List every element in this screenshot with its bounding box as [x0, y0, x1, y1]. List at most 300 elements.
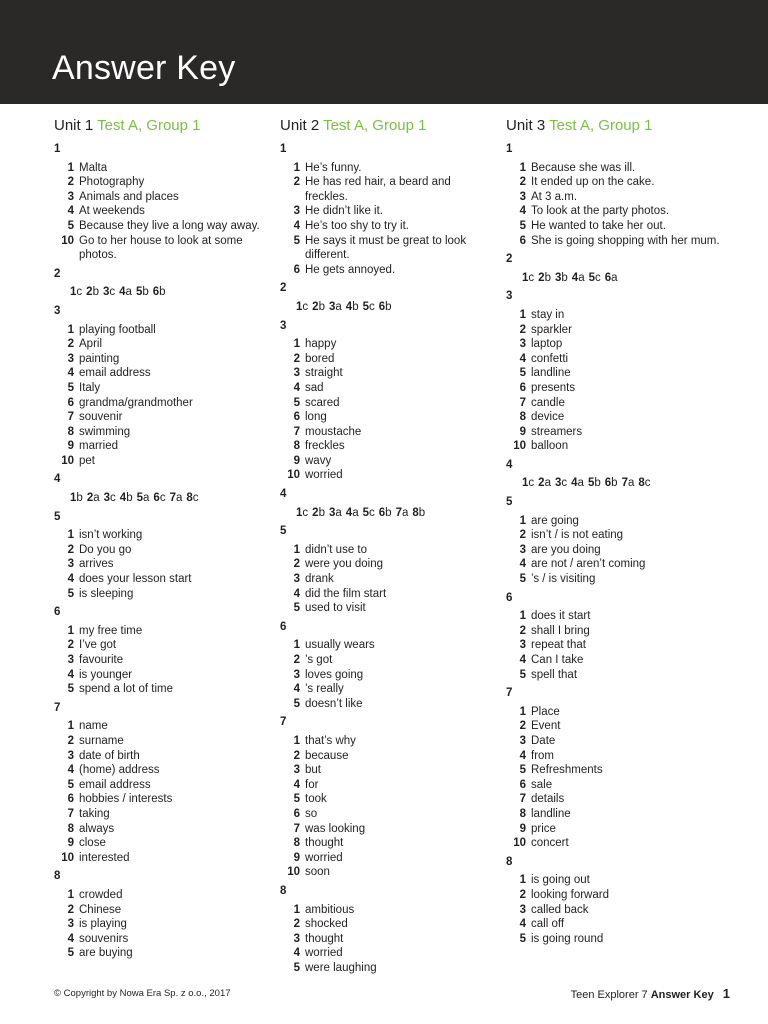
answer-item — [506, 175, 726, 190]
match-number: 2 — [538, 271, 545, 284]
answer-item — [54, 337, 274, 352]
item-answer: name — [79, 720, 108, 733]
item-answer: did the film start — [305, 587, 387, 600]
item-number: 3 — [293, 205, 300, 218]
item-number: 5 — [519, 367, 526, 380]
item-number: 5 — [293, 602, 300, 615]
item-number: 2 — [519, 176, 526, 189]
item-answer: He didn’t like it. — [305, 205, 383, 218]
answer-item — [54, 219, 274, 234]
item-number: 5 — [293, 396, 300, 409]
answer-item — [54, 381, 274, 396]
answer-item — [280, 410, 500, 425]
answer-item — [54, 557, 274, 572]
match-letter: c — [110, 492, 116, 505]
answer-item — [280, 697, 500, 712]
item-answer: landline — [531, 367, 571, 380]
answer-item — [280, 263, 500, 278]
item-number: 2 — [67, 639, 74, 652]
item-number: 3 — [67, 749, 74, 762]
answer-item — [54, 734, 274, 749]
match-letter: b — [352, 300, 359, 313]
answer-item — [506, 653, 726, 668]
answer-item — [54, 175, 274, 190]
item-answer: email address — [79, 778, 151, 791]
item-number: 1 — [519, 874, 526, 887]
answer-item — [506, 705, 726, 720]
item-number: 4 — [519, 558, 526, 571]
item-answer: worried — [305, 469, 343, 482]
item-answer: Do you go — [79, 543, 132, 556]
answer-section — [280, 884, 500, 976]
item-answer: date of birth — [79, 749, 140, 762]
unit-label: Unit 1 — [54, 117, 94, 134]
item-number: 2 — [293, 749, 300, 762]
matching-answers — [54, 285, 274, 300]
item-number: 6 — [67, 793, 74, 806]
item-number: 1 — [519, 705, 526, 718]
item-number: 5 — [293, 961, 300, 974]
section-number: 5 — [506, 496, 513, 509]
match-letter: a — [143, 492, 150, 505]
match-letter: c — [109, 286, 116, 299]
answer-item — [280, 543, 500, 558]
item-answer: (home) address — [79, 764, 160, 777]
item-answer: playing football — [79, 323, 156, 336]
answer-item — [280, 439, 500, 454]
answer-item — [280, 961, 500, 976]
item-number: 2 — [293, 654, 300, 666]
answer-item — [280, 807, 500, 822]
item-number: 2 — [293, 918, 300, 931]
item-number: 5 — [519, 764, 526, 777]
item-number: 2 — [519, 529, 526, 542]
match-number: 2 — [312, 506, 319, 519]
item-number: 6 — [67, 396, 74, 409]
item-answer: Go to her house to look at some photos. — [79, 234, 243, 262]
item-number: 4 — [293, 778, 300, 791]
item-number: 5 — [519, 219, 526, 232]
match-number: 1 — [296, 506, 303, 519]
answer-item — [54, 204, 274, 219]
match-number: 2 — [312, 300, 319, 313]
match-letter: c — [192, 492, 199, 505]
section-number: 4 — [506, 458, 513, 471]
item-answer: Chinese — [79, 903, 122, 916]
item-number: 2 — [67, 543, 74, 556]
item-answer: is playing — [79, 918, 127, 931]
answer-item — [54, 763, 274, 778]
item-number: 10 — [61, 234, 74, 247]
item-answer: Animals and places — [79, 190, 179, 203]
answer-item — [54, 366, 274, 381]
item-answer: concert — [531, 837, 569, 850]
answer-item — [506, 873, 726, 888]
item-answer: does it start — [531, 610, 591, 623]
item-answer: I’ve got — [79, 639, 117, 652]
item-number: 1 — [67, 161, 74, 174]
item-number: 7 — [67, 807, 74, 820]
answer-item — [506, 161, 726, 176]
match-number: 1 — [70, 286, 77, 299]
item-number: 4 — [519, 918, 526, 931]
answer-item — [280, 668, 500, 683]
answer-item — [506, 719, 726, 734]
answer-item — [506, 734, 726, 749]
item-number: 1 — [293, 903, 300, 916]
item-number: 3 — [293, 764, 300, 777]
item-number: 1 — [293, 338, 300, 351]
answer-item — [280, 204, 500, 219]
match-number: 8 — [186, 492, 193, 505]
answer-item — [280, 638, 500, 653]
item-answer: pet — [79, 454, 95, 467]
match-letter: b — [142, 286, 149, 299]
item-answer: ambitious — [305, 903, 355, 916]
section-number: 2 — [506, 253, 513, 266]
item-answer: April — [79, 338, 103, 351]
section-number: 2 — [280, 282, 287, 295]
answer-item — [54, 439, 274, 454]
item-answer: didn’t use to — [305, 543, 368, 556]
item-number: 3 — [519, 734, 526, 747]
item-answer: He’s too shy to try it. — [305, 219, 409, 232]
item-number: 9 — [293, 454, 300, 467]
item-number: 3 — [293, 573, 300, 586]
item-number: 8 — [67, 425, 74, 438]
item-number: 5 — [67, 947, 74, 960]
match-number: 2 — [86, 492, 94, 505]
test-label: Test A, Group 1 — [323, 117, 427, 134]
answer-item — [54, 903, 274, 918]
item-number: 6 — [519, 381, 526, 394]
unit-heading — [506, 116, 726, 138]
item-answer: were you doing — [305, 558, 383, 571]
item-number: 4 — [67, 932, 74, 945]
match-number: 1 — [70, 492, 77, 505]
answer-section — [506, 855, 726, 947]
section-number: 6 — [280, 620, 287, 633]
item-answer: Event — [531, 720, 561, 733]
item-answer: is going out — [531, 874, 590, 887]
item-answer: sale — [531, 778, 553, 791]
match-number: 7 — [621, 477, 628, 490]
match-letter: c — [528, 271, 535, 284]
match-number: 4 — [345, 506, 353, 519]
item-answer: At weekends — [79, 205, 145, 218]
match-number: 4 — [119, 286, 126, 299]
answer-section — [54, 267, 274, 300]
item-number: 2 — [293, 176, 300, 189]
item-answer: Italy — [79, 381, 101, 394]
answer-item — [506, 308, 726, 323]
item-number: 5 — [67, 219, 74, 232]
item-answer: isn’t working — [79, 529, 143, 542]
answer-item — [280, 234, 500, 263]
answer-item — [54, 917, 274, 932]
match-number: 5 — [135, 286, 143, 299]
item-number: 9 — [293, 851, 300, 864]
item-number: 1 — [67, 624, 74, 637]
answer-section — [280, 487, 500, 520]
header-band — [0, 0, 768, 104]
match-letter: c — [561, 477, 568, 490]
match-letter: a — [577, 477, 584, 490]
answer-item — [280, 822, 500, 837]
answer-section — [506, 686, 726, 851]
answer-item — [280, 175, 500, 204]
answer-item — [506, 903, 726, 918]
item-answer: happy — [305, 338, 337, 351]
match-letter: b — [611, 477, 618, 490]
item-answer: spell that — [531, 668, 578, 681]
answer-item — [280, 792, 500, 807]
item-answer: from — [531, 749, 554, 762]
item-number: 2 — [519, 323, 526, 336]
match-letter: c — [159, 492, 166, 505]
item-answer: are not / aren’t coming — [531, 558, 646, 571]
unit-label: Unit 2 — [280, 117, 320, 134]
item-number: 4 — [67, 668, 74, 681]
answer-item — [54, 425, 274, 440]
item-answer: He’s funny. — [305, 161, 362, 174]
item-answer: that’s why — [305, 734, 356, 747]
answer-item — [506, 514, 726, 529]
item-number: 4 — [293, 947, 300, 960]
item-answer: always — [79, 822, 115, 835]
match-letter: b — [126, 492, 133, 505]
item-number: 6 — [519, 778, 526, 791]
item-answer: interested — [79, 851, 130, 864]
item-number: 5 — [67, 778, 74, 791]
answer-item — [506, 323, 726, 338]
match-number: 2 — [538, 477, 545, 490]
answer-item — [280, 572, 500, 587]
item-answer: ’s really — [305, 683, 344, 696]
item-answer: moustache — [305, 425, 362, 438]
answer-item — [506, 572, 726, 587]
item-answer: He says it must be great to look different. — [305, 234, 467, 262]
match-letter: c — [644, 477, 651, 490]
answer-section — [506, 495, 726, 587]
item-answer: call off — [531, 918, 565, 931]
item-answer: thought — [305, 837, 344, 850]
item-number: 2 — [519, 720, 526, 733]
item-number: 7 — [519, 396, 526, 409]
answer-item — [54, 749, 274, 764]
match-number: 5 — [588, 271, 595, 284]
item-answer: stay in — [531, 308, 565, 321]
answer-section — [506, 458, 726, 491]
answer-item — [506, 888, 726, 903]
answer-section — [280, 142, 500, 277]
match-number: 3 — [103, 492, 111, 505]
item-number: 3 — [293, 367, 300, 380]
answer-section — [54, 869, 274, 961]
answer-item — [54, 668, 274, 683]
match-number: 5 — [136, 492, 143, 505]
answer-item — [506, 822, 726, 837]
answer-item — [506, 425, 726, 440]
answer-item — [54, 778, 274, 793]
answer-section — [280, 715, 500, 880]
answer-item — [54, 851, 274, 866]
item-answer: grandma/grandmother — [79, 396, 193, 409]
section-number: 7 — [54, 701, 61, 714]
match-number: 5 — [362, 300, 369, 313]
answer-item — [54, 932, 274, 947]
item-answer: presents — [531, 381, 576, 394]
item-answer: crowded — [79, 888, 123, 901]
answer-item — [54, 587, 274, 602]
item-number: 1 — [519, 514, 526, 527]
item-answer: bored — [305, 352, 335, 365]
section-number: 1 — [506, 143, 513, 155]
item-answer: called back — [531, 903, 589, 916]
answer-item — [280, 219, 500, 234]
answer-item — [54, 888, 274, 903]
answer-item — [506, 917, 726, 932]
answer-item — [54, 836, 274, 851]
match-number: 6 — [378, 506, 386, 519]
section-number: 7 — [280, 716, 287, 729]
answer-item — [54, 234, 274, 263]
item-number: 1 — [293, 639, 300, 652]
answer-section — [506, 252, 726, 285]
item-number: 10 — [513, 837, 526, 850]
item-number: 1 — [293, 543, 300, 556]
item-number: 5 — [519, 573, 526, 586]
matching-answers — [506, 271, 726, 286]
item-number: 5 — [67, 683, 74, 696]
item-number: 8 — [67, 822, 74, 835]
item-answer: landline — [531, 807, 571, 820]
match-letter: a — [401, 506, 409, 519]
page-title: Answer Key — [52, 49, 236, 87]
item-number: 8 — [293, 440, 300, 453]
answer-item — [54, 190, 274, 205]
item-answer: are going — [531, 514, 579, 527]
answer-section — [54, 605, 274, 697]
answer-item — [506, 410, 726, 425]
item-number: 2 — [293, 558, 300, 571]
answer-item — [506, 638, 726, 653]
item-number: 9 — [67, 837, 74, 850]
item-answer: but — [305, 764, 321, 777]
answer-section — [54, 304, 274, 469]
item-answer: arrives — [79, 558, 114, 571]
item-number: 3 — [67, 918, 74, 931]
item-number: 1 — [67, 529, 74, 542]
item-answer: soon — [305, 866, 330, 879]
item-answer: ’s / is visiting — [531, 573, 596, 586]
item-number: 2 — [293, 352, 300, 365]
answer-item — [280, 352, 500, 367]
match-letter: a — [175, 492, 183, 505]
item-number: 1 — [293, 161, 300, 174]
item-number: 1 — [67, 323, 74, 336]
item-number: 6 — [293, 411, 300, 424]
item-number: 5 — [519, 668, 526, 681]
page-footer — [571, 986, 730, 1001]
section-number: 5 — [54, 510, 61, 523]
answer-section — [280, 281, 500, 314]
section-number: 7 — [506, 687, 513, 700]
item-answer: repeat that — [531, 639, 586, 652]
section-number: 8 — [280, 884, 287, 897]
matching-answers — [54, 491, 274, 506]
item-answer: He has red hair, a beard and freckles. — [305, 176, 451, 203]
item-answer: wavy — [305, 454, 332, 467]
item-number: 9 — [519, 425, 526, 438]
answer-item — [506, 366, 726, 381]
answer-item — [54, 352, 274, 367]
match-letter: b — [159, 286, 166, 299]
match-letter: a — [93, 492, 100, 505]
match-letter: b — [92, 286, 99, 299]
item-number: 6 — [293, 263, 300, 276]
item-answer: is going round — [531, 932, 604, 945]
item-number: 1 — [519, 161, 526, 174]
answer-item — [280, 946, 500, 961]
item-number: 8 — [293, 837, 300, 850]
answer-item — [506, 528, 726, 543]
match-number: 8 — [638, 477, 645, 490]
match-number: 4 — [119, 492, 127, 505]
match-number: 8 — [412, 506, 419, 519]
match-number: 3 — [328, 506, 336, 519]
item-number: 3 — [67, 558, 74, 571]
item-number: 1 — [519, 610, 526, 623]
item-number: 1 — [519, 308, 526, 321]
item-number: 3 — [519, 639, 526, 652]
match-number: 6 — [152, 286, 160, 299]
section-number: 6 — [54, 606, 61, 619]
match-number: 4 — [345, 300, 353, 313]
item-answer: At 3 a.m. — [531, 190, 578, 203]
item-answer: sad — [305, 381, 324, 394]
match-letter: c — [302, 300, 309, 313]
section-number: 6 — [506, 591, 513, 604]
item-number: 7 — [293, 822, 300, 835]
item-number: 6 — [519, 234, 526, 247]
item-number: 7 — [67, 411, 74, 424]
answer-item — [506, 396, 726, 411]
item-number: 10 — [287, 469, 300, 482]
match-letter: b — [594, 477, 601, 490]
match-number: 3 — [554, 271, 562, 284]
match-letter: c — [528, 477, 535, 490]
match-letter: c — [302, 506, 309, 519]
item-answer: laptop — [531, 338, 563, 351]
item-answer: Can I take — [531, 654, 584, 666]
match-number: 6 — [604, 271, 612, 284]
item-number: 4 — [67, 764, 74, 777]
answer-item — [506, 381, 726, 396]
test-label: Test A, Group 1 — [97, 117, 201, 134]
item-number: 3 — [519, 543, 526, 556]
answer-item — [506, 543, 726, 558]
match-letter: a — [544, 477, 551, 490]
item-answer: long — [305, 411, 327, 424]
item-answer: taking — [79, 807, 110, 820]
answer-item — [506, 624, 726, 639]
test-label: Test A, Group 1 — [549, 117, 653, 134]
answer-section — [54, 472, 274, 505]
unit-heading — [280, 116, 500, 138]
answer-item — [506, 234, 726, 249]
match-number: 1 — [296, 300, 303, 313]
